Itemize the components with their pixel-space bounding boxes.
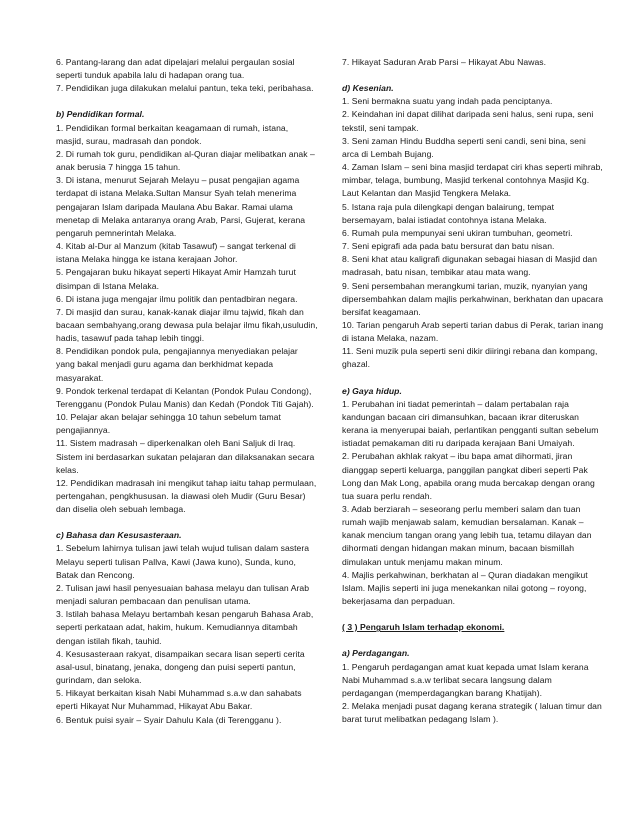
section-heading-perdagangan: a) Perdagangan. [342,648,410,659]
left-column [56,56,318,727]
list-item: 5. Pengajaran buku hikayat seperti Hikayat Amir Hamzah turut disimpan di Istana Melaka. [56,267,296,291]
list-item: 10. Tarian pengaruh Arab seperti tarian dabus di Perak, tarian inang di istana Melaka, nazam. [342,319,604,344]
list-item: 5. Hikayat berkaitan kisah Nabi Muhammad s.a.w dan sahabats eperti Hikayat Nur Muhammad, Hikayat Abu Bakar. [56,688,302,712]
spacer [342,608,604,621]
list-item: 2. Melaka menjadi pusat dagang kerana strategik ( laluan timur dan barat turut melibatkan pedagang Islam ). [342,701,602,725]
list-item: 3. Adab berziarah – seseorang perlu memberi salam dan tuan rumah wajib menjawab salam, kemudian bersalaman. Kanak – kanak mencium tangan orang yang lebih tua, tetamu dilayan dan dihormati dengan hidangan makan minum, bacaan bismillah dimulakan untuk menjamu makan minum. [342,504,592,567]
list-item: 2. Keindahan ini dapat dilihat daripada seni halus, seni rupa, seni tekstil, seni tampak. [342,109,594,133]
list-item: 3. Istilah bahasa Melayu bertambah kesan pengaruh Bahasa Arab, seperti perkataan adat, hakim, hukum. Kemudiannya ditambah dengan istilah fikah, tauhid. [56,609,314,646]
list-item: 8. Pendidikan pondok pula, pengajiannya menyediakan pelajar yang bakal menjadi guru agama dan berkhidmat kepada masyarakat. [56,346,298,383]
list-item: 1. Seni bermakna suatu yang indah pada penciptanya. [342,96,553,107]
list-item: 2. Tulisan jawi hasil penyesuaian bahasa melayu dan tulisan Arab menjadi saluran pembacaan dan penulisan utama. [56,582,310,607]
list-item: 3. Seni zaman Hindu Buddha seperti seni candi, seni bina, seni arca di Lembah Bujang. [342,135,586,159]
list-item: 6. Rumah pula mempunyai seni ukiran tumbuhan, geometri. [342,227,573,238]
list-item: 9. Seni persembahan merangkumi tarian, muzik, nyanyian yang dipersembahkan dalam majlis perkahwinan, berkhatan dan upacara bersifat keagamaan. [342,280,604,317]
list-item: 1. Pendidikan formal berkaitan keagamaan di rumah, istana, masjid, surau, madrasah dan pondok. [56,122,289,146]
list-item: 7. Di masjid dan surau, kanak-kanak diajar ilmu tajwid, fikah dan bacaan sembahyang,orang dewasa pula belajar ilmu fikah,usuludin, hadis, tasawuf pada tahap lebih tinggi. [56,306,318,344]
list-item: 1. Sebelum lahirnya tulisan jawi telah wujud tulisan dalam sastera Melayu seperti tulisan Pallva, Kawi (Jawa kuno), Sunda, kuno, Batak dan Rencong. [56,543,310,580]
list-item: 7. Hikayat Saduran Arab Parsi – Hikayat Abu Nawas. [342,57,547,67]
list-item: 7. Seni epigrafi ada pada batu bersurat dan batu nisan. [342,241,555,252]
section-heading-gaya-hidup: e) Gaya hidup. [342,385,402,396]
list-item: 9. Pondok terkenal terdapat di Kelantan (Pondok Pulau Condong), Terengganu (Pondok Pulau Manis) dan Kedah (Pondok Titi Gajah). [56,385,314,409]
section-heading-kesenian: d) Kesenian. [342,83,394,94]
section-heading-bahasa: c) Bahasa dan Kesusasteraan. [56,530,182,541]
spacer [56,516,318,529]
list-item: 1. Pengaruh perdagangan amat kuat kepada umat Islam kerana Nabi Muhammad s.a.w terlibat secara langsung dalam perdagangan (memperdagangkan barang Khatijah). [342,661,589,698]
list-item: 10. Pelajar akan belajar sehingga 10 tahun sebelum tamat pengajiannya. [56,412,281,436]
spacer [56,95,318,108]
list-item: 2. Perubahan akhlak rakyat – ibu bapa amat dihormati, jiran dianggap seperti keluarga, panggilan pangkat diberi seperti Pak Long dan Mak Long, apabila orang muda bercakap dengan orang tua suara perlu rendah. [342,451,595,501]
list-item: 4. Kesusasteraan rakyat, disampaikan secara lisan seperti cerita asal-usul, binatang, jenaka, dongeng dan puisi seperti pantun, gurindam, dan seloka. [56,648,305,686]
spacer [342,634,604,647]
list-item: 11. Sistem madrasah – diperkenalkan oleh Bani Saljuk di Iraq. Sistem ini berdasarkan sukatan pelajaran dan dilaksanakan secara kelas. [56,438,315,475]
intro-item: 6. Pantang-larang dan adat dipelajari melalui pergaulan sosial seperti tunduk apabila lalu di hadapan orang tua. [56,57,295,81]
list-item: 3. Di istana, menurut Sejarah Melayu – pusat pengajian agama terdapat di istana Melaka.Sultan Mansur Syah telah menerima pengajaran Islam daripada Maulana Abu Bakar. Ramai ulama menetap di Melaka antaranya orang Arab, Parsi, Gujerat, kerana pengaruh pemnerintah Melaka. [56,175,306,238]
section-heading-pengaruh-ekonomi: ( 3 ) Pengaruh Islam terhadap ekonomi. [342,622,505,633]
list-item: 2. Di rumah tok guru, pendidikan al-Quran diajar melibatkan anak – anak berusia 7 hingga 15 tahun. [56,148,315,173]
right-column [342,56,604,726]
list-item: 1. Perubahan ini tiadat pemerintah – dalam pertabalan raja kandungan bacaan ciri dimansuhkan, bacaan ikrar diteruskan kerana ia menyerupai baiah, perlantikan pengganti sultan sebelum istiadat pemakaman diti ru daripada kerajaan Bani Umaiyah. [342,398,599,449]
list-item: 4. Majlis perkahwinan, berkhatan al – Quran diadakan mengikut Islam. Majlis seperti ini juga menekankan nilai gotong – royong, bekerjasama dan perpaduan. [342,569,588,607]
spacer [342,372,604,385]
list-item: 6. Bentuk puisi syair – Syair Dahulu Kala (di Terengganu ). [56,714,282,725]
list-item: 5. Istana raja pula dilengkapi dengan balairung, tempat bersemayam, balai istiadat contohnya istana Melaka. [342,201,555,225]
list-item: 6. Di istana juga mengajar ilmu politik dan pentadbiran negara. [56,293,298,304]
list-item: 4. Zaman Islam – seni bina masjid terdapat ciri khas seperti mihrab, mimbar, telaga, bumbung, Masjid terkenal contohnya Masjid Kg. Laut Kelantan dan Masjid Tengkera Melaka. [342,162,603,199]
list-item: 12. Pendidikan madrasah ini mengikut tahap iaitu tahap permulaan, pertengahan, pengkhususan. Ia diawasi oleh Mudir (Guru Besar) dan diselia oleh sebuah lembaga. [56,477,317,515]
list-item: 11. Seni muzik pula seperti seni dikir diiringi rebana dan kompang, ghazal. [342,346,598,370]
intro-item: 7. Pendidikan juga dilakukan melalui pantun, teka teki, peribahasa. [56,83,314,94]
list-item: 8. Seni khat atau kaligrafi digunakan sebagai hiasan di Masjid dan madrasah, batu nisan, tembikar atau mata wang. [342,254,598,278]
spacer [342,69,604,82]
section-heading-pendidikan-formal: b) Pendidikan formal. [56,109,145,120]
list-item: 4. Kitab al-Dur al Manzum (kitab Tasawuf) – sangat terkenal di istana Melaka hingga ke istana kerajaan Johor. [56,241,296,265]
